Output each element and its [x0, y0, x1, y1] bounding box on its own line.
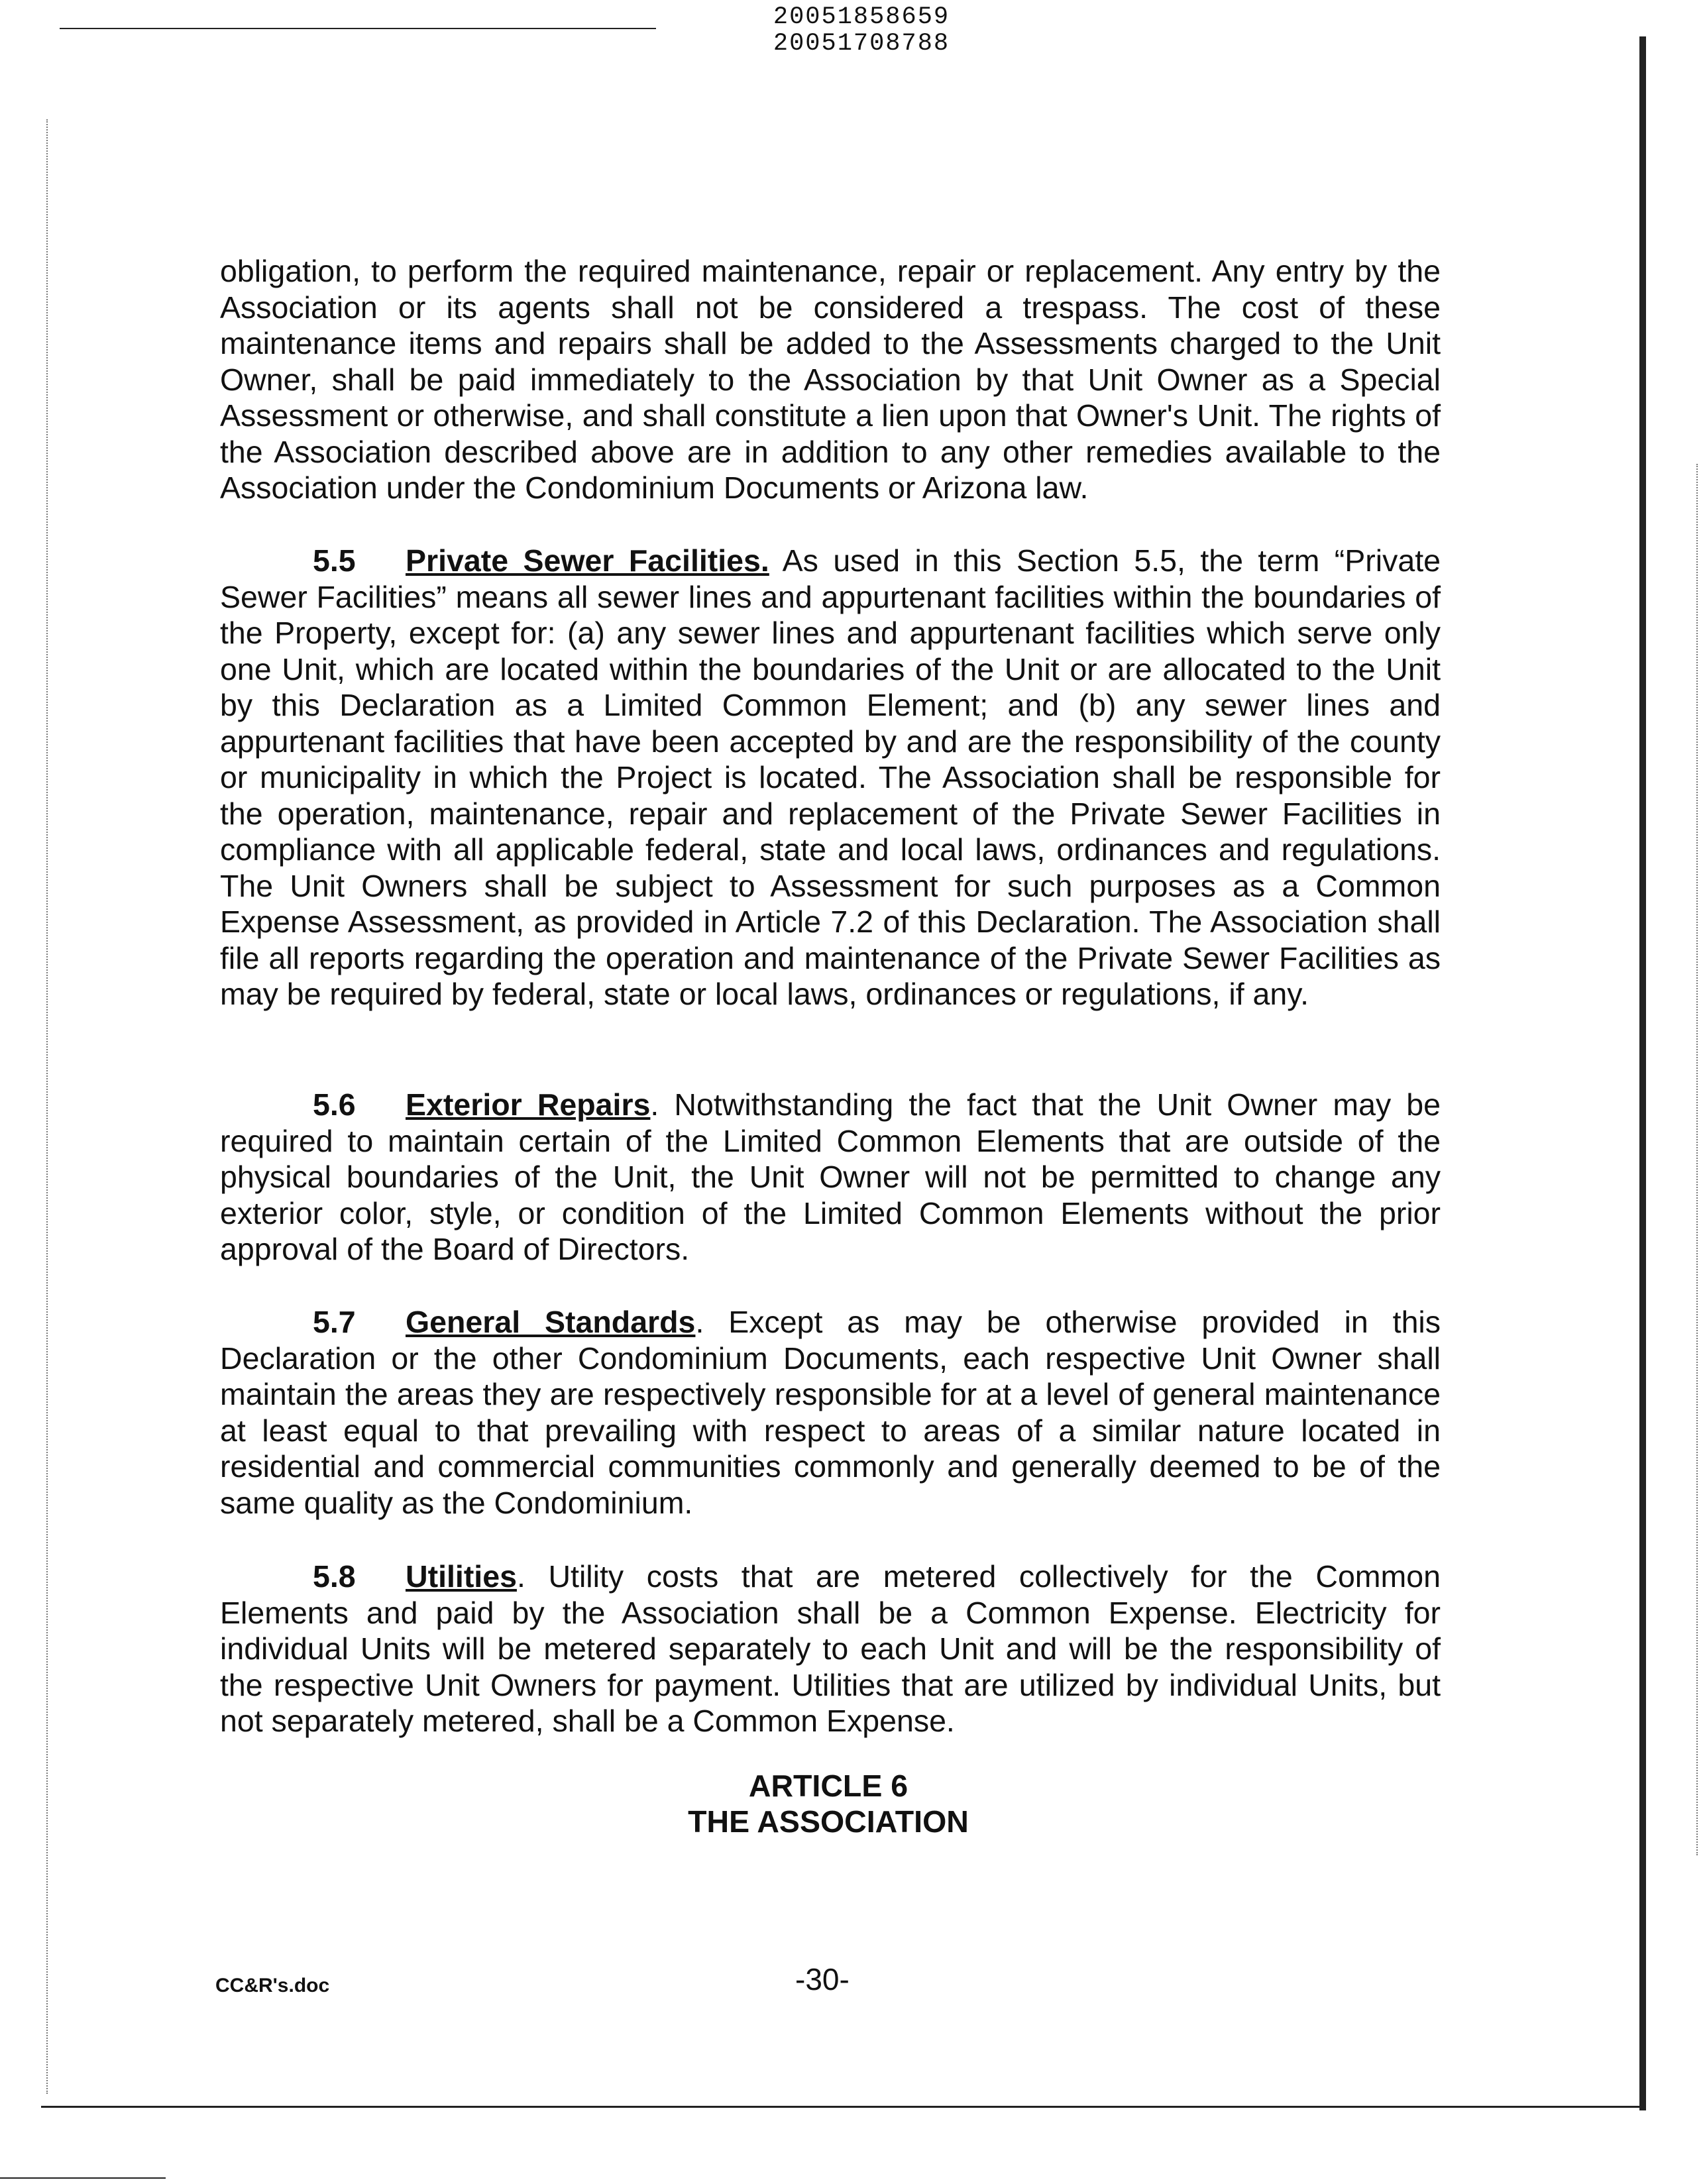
scan-bottom-border [41, 2106, 1645, 2108]
continuation-paragraph: obligation, to perform the required maintenance, repair or replacement. Any entry by the Association or its agents shall not be considered a trespass. The cost of these maintenance items and repairs shall be added to the Assessments charged to the Unit Owner, shall be paid immediately to the Association by that Unit Owner as a Special Assessment or otherwise, and shall constitute a lien upon that Owner's Unit. The rights of the Association described above are in addition to any other remedies available to the Association under the Condominium Documents or Arizona law. [220, 254, 1441, 505]
section-number: 5.6 [313, 1087, 356, 1122]
recording-number-2: 20051708788 [773, 30, 950, 58]
recording-numbers [663, 4, 1060, 57]
article-title: THE ASSOCIATION [688, 1804, 969, 1839]
scan-top-rule-left [60, 28, 656, 29]
section-5-5 [220, 543, 1441, 1012]
scan-left-dotted-edge [46, 119, 48, 2094]
section-5-7 [220, 1304, 1441, 1521]
footer-file-name: CC&R's.doc [215, 1975, 330, 1996]
section-number: 5.5 [313, 543, 356, 578]
section-heading: Utilities [406, 1559, 517, 1594]
section-5-6 [220, 1087, 1441, 1268]
section-text: . Notwithstanding the fact that the Unit Owner may be required to maintain certain of the Limited Common Elements that are outside of the physical boundaries of the Unit, the Unit Owner will not be permitted to change any exterior color, style, or condition of the Limited Common Elements without the prior approval of the Board of Directors. [220, 1087, 1441, 1266]
page-number: -30- [795, 1962, 850, 1996]
section-number: 5.8 [313, 1559, 356, 1594]
recording-number-1: 20051858659 [773, 3, 950, 31]
section-number: 5.7 [313, 1305, 356, 1339]
article-number: ARTICLE 6 [748, 1769, 909, 1803]
section-text: As used in this Section 5.5, the term “Private Sewer Facilities” means all sewer lines and appurtenant facilities within the boundaries of the Property, except for: (a) any sewer lines and appurtenant facilities which serve only one Unit, which are located within the boundaries of the Unit or are allocated to the Unit by this Declaration as a Limited Common Element; and (b) any sewer lines and appurtenant facilities that have been accepted by and are the responsibility of the county or municipality in which the Project is located. The Association shall be responsible for the operation, maintenance, repair and replacement of the Private Sewer Facilities in compliance with all applicable federal, state and local laws, ordinances and regulations. The Unit Owners shall be subject to Assessment for such purposes as a Common Expense Assessment, as provided in Article 7.2 of this Declaration. The Association shall file all reports regarding the operation and maintenance of the Private Sewer Facilities as may be required by federal, state or local laws, ordinances or regulations, if any. [220, 543, 1441, 1011]
section-heading: Private Sewer Facilities. [406, 543, 769, 578]
section-heading: General Standards [406, 1305, 696, 1339]
section-5-8 [220, 1558, 1441, 1739]
section-heading: Exterior Repairs [406, 1087, 651, 1122]
scan-right-border [1639, 36, 1646, 2110]
article-heading [663, 1768, 994, 1839]
scan-bottom-stub [0, 2177, 166, 2179]
section-text: . Utility costs that are metered collectively for the Common Elements and paid by the Association shall be a Common Expense. Electricity for individual Units will be metered separately to each Unit and will be the responsibility of the respective Unit Owners for payment. Utilities that are utilized by individual Units, but not separately metered, shall be a Common Expense. [220, 1559, 1441, 1738]
scan-right-dotted-edge [1696, 464, 1698, 1855]
section-text: . Except as may be otherwise provided in this Declaration or the other Condominium Documents, each respective Unit Owner shall maintain the areas they are respectively responsible for at a level of general maintenance at least equal to that prevailing with respect to areas of a similar nature located in residential and commercial communities commonly and generally deemed to be of the same quality as the Condominium. [220, 1305, 1441, 1520]
